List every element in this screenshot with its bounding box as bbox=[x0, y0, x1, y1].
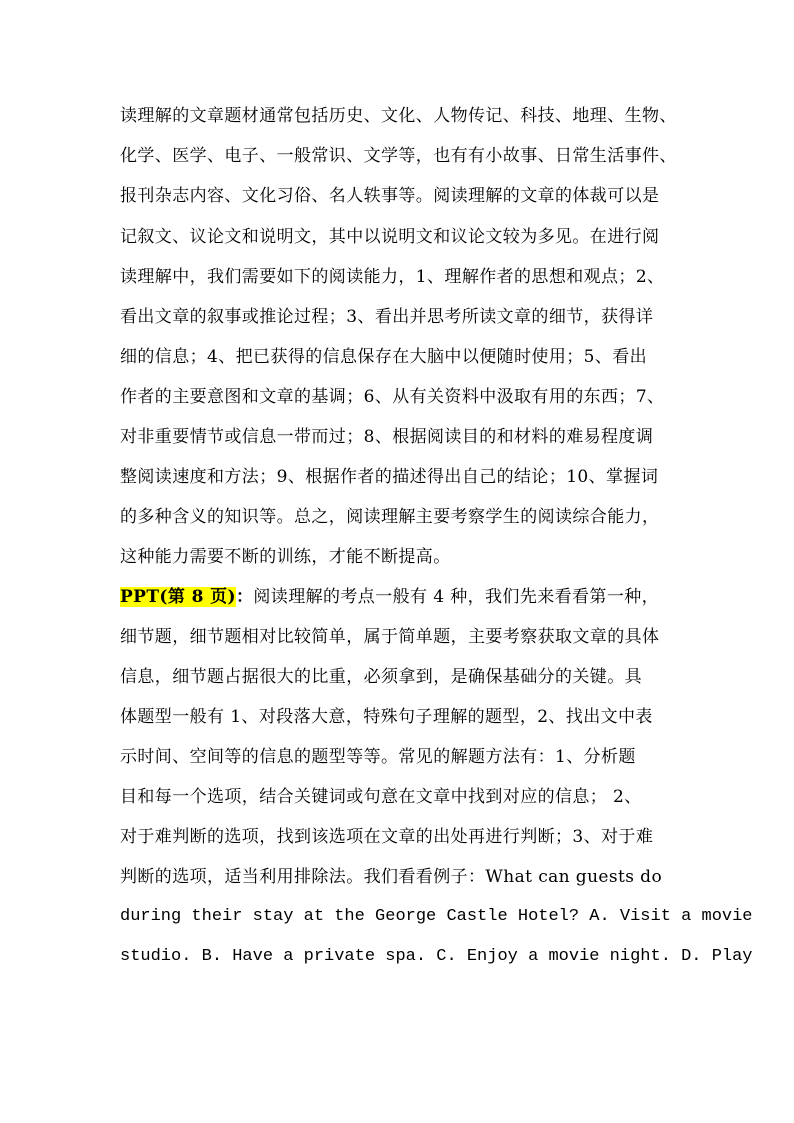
paragraph-line: studio. B. Have a private spa. C. Enjoy a movie night. D. Play bbox=[120, 947, 753, 966]
paragraph-heading-line bbox=[120, 586, 659, 608]
paragraph-line: 细节题，细节题相对比较简单，属于简单题，主要考察获取文章的具体 bbox=[120, 627, 660, 647]
paragraph-line: 报刊杂志内容、文化习俗、名人轶事等。阅读理解的文章的体裁可以是 bbox=[120, 186, 660, 206]
paragraph-line: 的多种含义的知识等。总之，阅读理解主要考察学生的阅读综合能力， bbox=[120, 507, 660, 527]
paragraph-line: 整阅读速度和方法；9、根据作者的描述得出自己的结论；10、掌握词 bbox=[120, 467, 659, 487]
paragraph-line: 对非重要情节或信息一带而过；8、根据阅读目的和材料的难易程度调 bbox=[120, 427, 654, 447]
paragraph-line: 这种能力需要不断的训练，才能不断提高。 bbox=[120, 547, 451, 567]
paragraph-line: 记叙文、议论文和说明文，其中以说明文和议论文较为多见。在进行阅 bbox=[120, 227, 660, 247]
paragraph-line: 作者的主要意图和文章的基调；6、从有关资料中汲取有用的东西；7、 bbox=[120, 387, 665, 407]
paragraph-line: 化学、医学、电子、一般常识、文学等，也有有小故事、日常生活事件、 bbox=[120, 146, 677, 166]
paragraph-line: 读理解的文章题材通常包括历史、文化、人物传记、科技、地理、生物、 bbox=[120, 106, 677, 126]
paragraph-line: 体题型一般有 1、对段落大意，特殊句子理解的题型，2、找出文中表 bbox=[120, 707, 653, 727]
paragraph-line: 目和每一个选项，结合关键词或句意在文章中找到对应的信息； 2、 bbox=[120, 787, 642, 807]
paragraph-line: 示时间、空间等的信息的题型等等。常见的解题方法有：1、分析题 bbox=[120, 747, 636, 767]
paragraph-line: 判断的选项，适当利用排除法。我们看看例子：What can guests do bbox=[120, 867, 663, 887]
paragraph-line: 对于难判断的选项，找到该选项在文章的出处再进行判断；3、对于难 bbox=[120, 827, 654, 847]
paragraph-line: 细的信息；4、把已获得的信息保存在大脑中以便随时使用；5、看出 bbox=[120, 347, 648, 367]
heading-line-text: 阅读理解的考点一般有 4 种，我们先来看看第一种， bbox=[253, 587, 660, 607]
label-colon: ： bbox=[235, 587, 254, 607]
paragraph-line: 看出文章的叙事或推论过程；3、看出并思考所读文章的细节，获得详 bbox=[120, 307, 654, 327]
ppt-page-label: PPT(第 8 页) bbox=[120, 587, 236, 607]
paragraph-line: during their stay at the George Castle Hotel? A. Visit a movie bbox=[120, 907, 753, 926]
paragraph-line: 信息，细节题占据很大的比重，必须拿到，是确保基础分的关键。具 bbox=[120, 667, 642, 687]
paragraph-line: 读理解中，我们需要如下的阅读能力，1、理解作者的思想和观点；2、 bbox=[120, 267, 665, 287]
